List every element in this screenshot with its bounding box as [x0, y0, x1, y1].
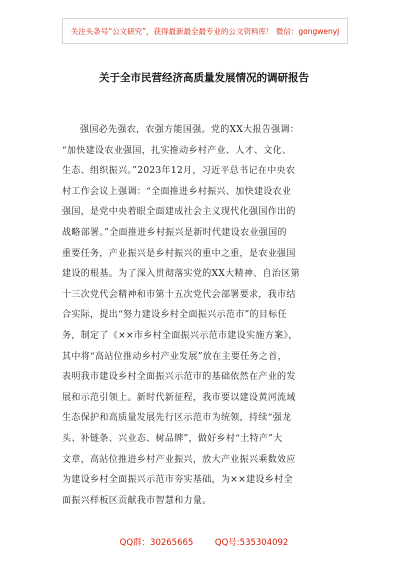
body-line: 表明我市建设乡村全面振兴示范市的基础依然在产业的发 [62, 372, 296, 383]
body-line: 建设的根基。为了深入贯彻落实党的XX大精神、自治区第 [62, 269, 300, 280]
body-line: 展和示范引领上。新时代新征程，我市要以建设黄河流域 [62, 392, 296, 403]
body-line: 头、补链条、兴业态、树品牌”，做好乡村“土特产”大 [62, 433, 283, 444]
body-line: 十三次党代会精神和市第十五次党代会部署要求，我市结 [62, 289, 296, 300]
footer-contact: QQ群：30265665 QQ号:535304092 [119, 538, 289, 548]
body-line: 务，制定了《××市乡村全面振兴示范市建设实施方案》， [62, 330, 298, 341]
document-title: 关于全市民营经济高质量发展情况的调研报告 [99, 72, 309, 84]
body-line: 重要任务，产业振兴是乡村振兴的重中之重，是农业强国 [62, 248, 296, 259]
document-body [62, 120, 354, 511]
body-line: 强国必先强农，农强方能国强。党的XX大报告强调： [80, 125, 300, 135]
header-notice: 关注头条号“公文研究”，获得最新最全最专业的公文资料库！ 微信：gongwenyj [70, 26, 340, 36]
body-line: 生态、组织振兴。”2023年12月，习近平总书记在中央农 [62, 166, 296, 177]
body-line: 合实际，提出“努力建设乡村全面振兴示范市”的目标任 [62, 310, 287, 321]
body-line: 面振兴样板区贡献我市智慧和力量。 [62, 495, 212, 506]
body-line: 战略部署。”全面推进乡村振兴是新时代建设农业强国的 [62, 227, 287, 238]
body-line: “加快建设农业强国，扎实推动乡村产业、人才、文化、 [62, 145, 292, 156]
header-notice-box [62, 18, 348, 44]
body-line: 村工作会议上强调：“全面推进乡村振兴、加快建设农业 [62, 186, 292, 197]
body-line: 其中将“高站位推动乡村产业发展”放在主要任务之首， [62, 351, 287, 362]
body-line: 强国，是党中央着眼全面建成社会主义现代化强国作出的 [62, 207, 296, 218]
body-line: 生态保护和高质量发展先行区示范市为统领，持续“强龙 [62, 413, 292, 424]
body-line: 文章，高站位推进乡村产业振兴，放大产业振兴乘数效应 [62, 454, 296, 465]
body-line: 为建设乡村全面振兴示范市夯实基础，为××建设乡村全 [62, 475, 293, 486]
